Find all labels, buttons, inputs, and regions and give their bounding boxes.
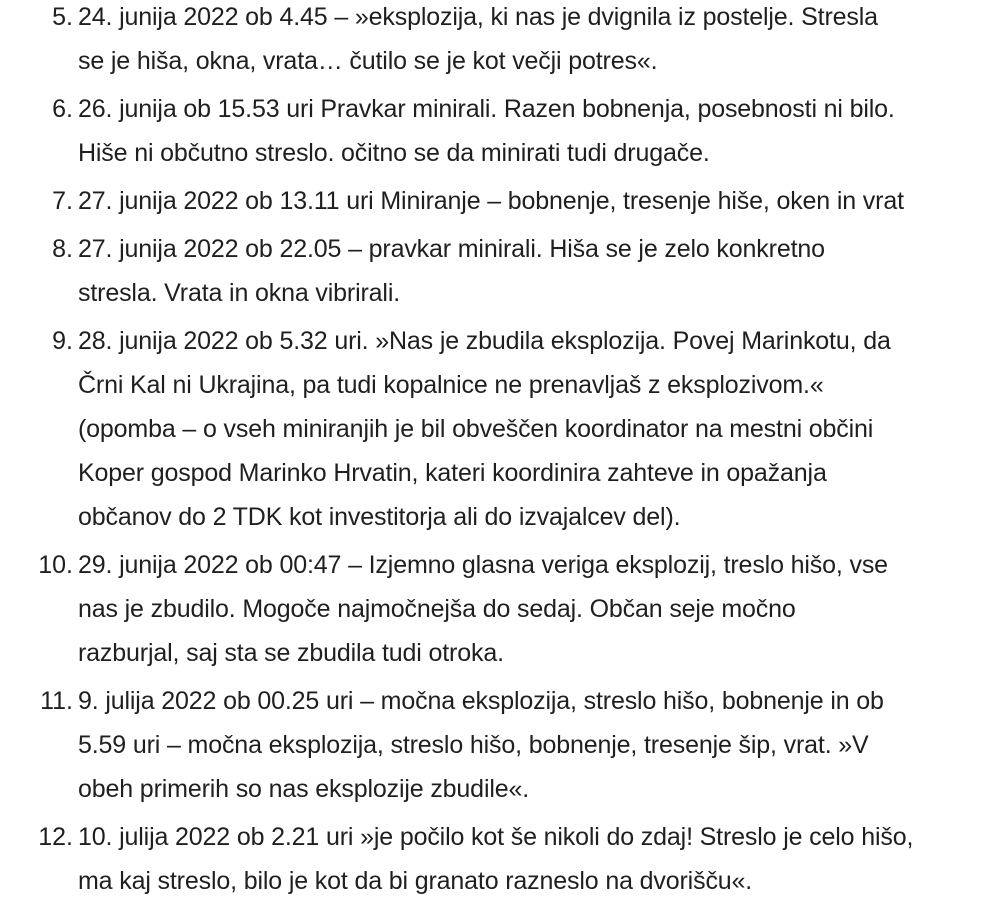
list-item xyxy=(0,319,1003,539)
list-item-text-line: ma kaj streslo, bilo je kot da bi granato razneslo na dvorišču«. xyxy=(78,867,753,895)
list-item-text-line: stresla. Vrata in okna vibrirali. xyxy=(78,279,401,307)
list-item-text-line: 10. julija 2022 ob 2.21 uri »je počilo kot še nikoli do zdaj! Streslo je celo hišo, xyxy=(78,823,914,851)
list-item-number: 10. xyxy=(38,551,73,579)
list-item-number: 11. xyxy=(40,687,73,715)
list-item-text-line: 28. junija 2022 ob 5.32 uri. »Nas je zbudila eksplozija. Povej Marinkotu, da xyxy=(78,327,891,355)
list-item xyxy=(0,679,1003,811)
list-item-number: 12. xyxy=(38,823,73,851)
list-item xyxy=(0,227,1003,315)
list-item-text-line: (opomba – o vseh miniranjih je bil obveščen koordinator na mestni občini xyxy=(78,415,874,443)
list-item-text-line: 9. julija 2022 ob 00.25 uri – močna eksplozija, streslo hišo, bobnenje in ob xyxy=(78,687,884,715)
list-item-text-line: Koper gospod Marinko Hrvatin, kateri koordinira zahteve in opažanja xyxy=(78,459,827,487)
list-item-text-line: 27. junija 2022 ob 13.11 uri Miniranje – bobnenje, tresenje hiše, oken in vrat xyxy=(78,187,904,215)
list-item xyxy=(0,179,1003,223)
list-item-text-line: razburjal, saj sta se zbudila tudi otroka. xyxy=(78,639,504,667)
list-item-number: 6. xyxy=(52,95,73,123)
list-item-text-line: Hiše ni občutno streslo. očitno se da minirati tudi drugače. xyxy=(78,139,710,167)
list-item xyxy=(0,815,1003,903)
list-item-number: 7. xyxy=(52,187,73,215)
list-item xyxy=(0,543,1003,675)
list-item-text-line: 5.59 uri – močna eksplozija, streslo hišo, bobnenje, tresenje šip, vrat. »V xyxy=(78,731,869,759)
list-item-text-line: občanov do 2 TDK kot investitorja ali do izvajalcev del). xyxy=(78,503,681,531)
list-item-number: 9. xyxy=(52,327,73,355)
list-item-text-line: nas je zbudilo. Mogoče najmočnejša do sedaj. Občan seje močno xyxy=(78,595,796,623)
list-item xyxy=(0,0,1003,83)
list-item-text-line: 26. junija ob 15.53 uri Pravkar minirali. Razen bobnenja, posebnosti ni bilo. xyxy=(78,95,895,123)
list-item-text-line: Črni Kal ni Ukrajina, pa tudi kopalnice ne prenavljaš z eksplozivom.« xyxy=(78,371,824,399)
list-item-text-line: obeh primerih so nas eksplozije zbudile«. xyxy=(78,775,530,803)
list-item-number: 5. xyxy=(52,3,73,31)
list-item-text-line: 24. junija 2022 ob 4.45 – »eksplozija, ki nas je dvignila iz postelje. Stresla xyxy=(78,3,878,31)
list-item-number: 8. xyxy=(52,235,73,263)
list-item-text-line: 27. junija 2022 ob 22.05 – pravkar minirali. Hiša se je zelo konkretno xyxy=(78,235,825,263)
list-item xyxy=(0,87,1003,175)
list-item-text-line: se je hiša, okna, vrata… čutilo se je kot večji potres«. xyxy=(78,47,658,75)
list-item-text-line: 29. junija 2022 ob 00:47 – Izjemno glasna veriga eksplozij, treslo hišo, vse xyxy=(78,551,888,579)
